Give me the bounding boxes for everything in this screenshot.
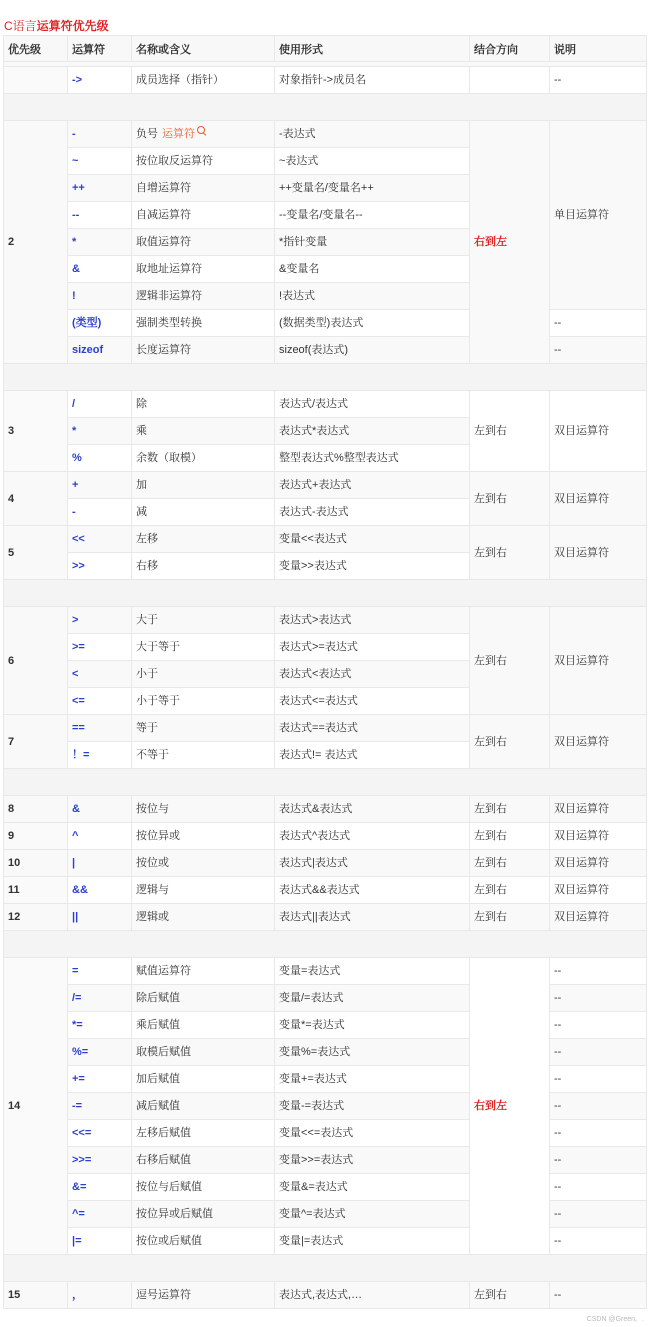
priority-cell: 15 — [4, 1282, 68, 1309]
name-text: 逻辑非运算符 — [136, 290, 202, 302]
name-cell — [132, 553, 275, 580]
table-row — [4, 1174, 647, 1201]
name-text: 自增运算符 — [136, 182, 191, 194]
name-cell — [132, 742, 275, 769]
name-text: 左移 — [136, 533, 158, 545]
usage-cell: ++变量名/变量名++ — [275, 175, 470, 202]
usage-cell: 表达式!= 表达式 — [275, 742, 470, 769]
note-cell: 双目运算符 — [550, 877, 647, 904]
operator-search-link[interactable]: 运算符 — [162, 128, 195, 140]
note-cell: 双目运算符 — [550, 850, 647, 877]
name-cell — [132, 1147, 275, 1174]
priority-cell: 4 — [4, 472, 68, 526]
priority-cell: 6 — [4, 607, 68, 715]
associativity-cell: 左到右 — [470, 1282, 550, 1309]
priority-cell — [4, 67, 68, 94]
name-cell — [132, 1174, 275, 1201]
operator-cell: = — [68, 958, 132, 985]
priority-cell: 2 — [4, 121, 68, 364]
usage-cell: --变量名/变量名-- — [275, 202, 470, 229]
operator-cell: && — [68, 877, 132, 904]
name-text: 不等于 — [136, 749, 169, 761]
usage-cell: *指针变量 — [275, 229, 470, 256]
name-text: 取值运算符 — [136, 236, 191, 248]
header-name: 名称或含义 — [132, 36, 275, 62]
note-cell: 双目运算符 — [550, 904, 647, 931]
operator-cell: |= — [68, 1228, 132, 1255]
name-text: 逗号运算符 — [136, 1289, 191, 1301]
name-text: 减 — [136, 506, 147, 518]
associativity-cell: 左到右 — [470, 850, 550, 877]
associativity-cell: 左到右 — [470, 715, 550, 769]
table-row — [4, 1093, 647, 1120]
table-row — [4, 1012, 647, 1039]
name-text: 加 — [136, 479, 147, 491]
search-icon[interactable] — [197, 126, 205, 134]
usage-cell: &变量名 — [275, 256, 470, 283]
note-cell: 双目运算符 — [550, 526, 647, 580]
usage-cell: 表达式>=表达式 — [275, 634, 470, 661]
associativity-cell: 左到右 — [470, 526, 550, 580]
operator-cell: | — [68, 850, 132, 877]
name-text: 乘后赋值 — [136, 1019, 180, 1031]
priority-cell: 14 — [4, 958, 68, 1255]
usage-cell: sizeof(表达式) — [275, 337, 470, 364]
table-row — [4, 526, 647, 553]
priority-cell: 10 — [4, 850, 68, 877]
table-row — [4, 715, 647, 742]
usage-cell: 表达式&表达式 — [275, 796, 470, 823]
separator-row — [4, 580, 647, 607]
operator-cell: ， — [68, 1282, 132, 1309]
name-text: 加后赋值 — [136, 1073, 180, 1085]
name-cell — [132, 1201, 275, 1228]
note-cell: 双目运算符 — [550, 472, 647, 526]
note-cell: -- — [550, 1039, 647, 1066]
table-row — [4, 877, 647, 904]
page-title — [4, 17, 109, 35]
name-text: 取模后赋值 — [136, 1046, 191, 1058]
associativity-cell: 左到右 — [470, 796, 550, 823]
name-cell — [132, 445, 275, 472]
name-cell — [132, 1012, 275, 1039]
name-cell — [132, 418, 275, 445]
usage-cell: 表达式&&表达式 — [275, 877, 470, 904]
table-row — [4, 1282, 647, 1309]
operator-cell: -- — [68, 202, 132, 229]
separator-row — [4, 931, 647, 958]
note-cell: -- — [550, 1066, 647, 1093]
operator-cell: (类型) — [68, 310, 132, 337]
name-text: 除后赋值 — [136, 992, 180, 1004]
usage-cell: 表达式||表达式 — [275, 904, 470, 931]
table-row — [4, 850, 647, 877]
table-row — [4, 1066, 647, 1093]
priority-cell: 12 — [4, 904, 68, 931]
name-cell — [132, 472, 275, 499]
usage-cell: 变量^=表达式 — [275, 1201, 470, 1228]
note-cell: 双目运算符 — [550, 796, 647, 823]
usage-cell: 表达式>表达式 — [275, 607, 470, 634]
operator-cell: / — [68, 391, 132, 418]
associativity-cell: 左到右 — [470, 823, 550, 850]
name-cell — [132, 850, 275, 877]
name-cell — [132, 1093, 275, 1120]
name-text: 大于 — [136, 614, 158, 626]
name-cell — [132, 688, 275, 715]
usage-cell: 变量|=表达式 — [275, 1228, 470, 1255]
associativity-cell: 左到右 — [470, 904, 550, 931]
separator-row — [4, 769, 647, 796]
operator-cell: *= — [68, 1012, 132, 1039]
table-row — [4, 391, 647, 418]
name-text: 右移后赋值 — [136, 1154, 191, 1166]
name-cell — [132, 148, 275, 175]
name-cell — [132, 985, 275, 1012]
usage-cell: (数据类型)表达式 — [275, 310, 470, 337]
note-cell: -- — [550, 1228, 647, 1255]
operator-cell: * — [68, 418, 132, 445]
usage-cell: ~表达式 — [275, 148, 470, 175]
operator-cell: %= — [68, 1039, 132, 1066]
name-cell — [132, 661, 275, 688]
name-text: 逻辑或 — [136, 911, 169, 923]
name-text: 左移后赋值 — [136, 1127, 191, 1139]
operator-cell: < — [68, 661, 132, 688]
header-operator: 运算符 — [68, 36, 132, 62]
operator-cell: - — [68, 499, 132, 526]
name-text: 按位异或 — [136, 830, 180, 842]
operator-cell: > — [68, 607, 132, 634]
name-text: 长度运算符 — [136, 344, 191, 356]
name-cell — [132, 283, 275, 310]
name-text: 按位与后赋值 — [136, 1181, 202, 1193]
name-cell — [132, 607, 275, 634]
priority-cell: 11 — [4, 877, 68, 904]
name-text: 取地址运算符 — [136, 263, 202, 275]
name-text: 按位或 — [136, 857, 169, 869]
usage-cell: 表达式==表达式 — [275, 715, 470, 742]
usage-cell: 表达式/表达式 — [275, 391, 470, 418]
name-text: 逻辑与 — [136, 884, 169, 896]
note-cell: 单目运算符 — [550, 121, 647, 310]
note-cell: -- — [550, 1147, 647, 1174]
priority-cell: 9 — [4, 823, 68, 850]
table-row — [4, 796, 647, 823]
name-text: 等于 — [136, 722, 158, 734]
separator-cell — [4, 931, 647, 958]
name-text: 强制类型转换 — [136, 317, 202, 329]
name-text: 按位取反运算符 — [136, 155, 213, 167]
table-row — [4, 1228, 647, 1255]
priority-cell: 5 — [4, 526, 68, 580]
table-row — [4, 310, 647, 337]
name-text: 赋值运算符 — [136, 965, 191, 977]
name-cell — [132, 1282, 275, 1309]
separator-row — [4, 364, 647, 391]
usage-cell: 表达式<表达式 — [275, 661, 470, 688]
usage-cell: 变量/=表达式 — [275, 985, 470, 1012]
table-row — [4, 121, 647, 148]
operator-cell: ^ — [68, 823, 132, 850]
name-text: 乘 — [136, 425, 147, 437]
usage-cell: 变量>>=表达式 — [275, 1147, 470, 1174]
title-prefix: C语言 — [4, 19, 37, 33]
operator-cell: /= — [68, 985, 132, 1012]
associativity-cell: 左到右 — [470, 607, 550, 715]
header-associativity: 结合方向 — [470, 36, 550, 62]
operator-cell: << — [68, 526, 132, 553]
associativity-cell: 左到右 — [470, 877, 550, 904]
usage-cell: -表达式 — [275, 121, 470, 148]
name-cell — [132, 229, 275, 256]
note-cell: -- — [550, 310, 647, 337]
name-cell — [132, 823, 275, 850]
operator-cell: * — [68, 229, 132, 256]
name-cell — [132, 526, 275, 553]
associativity-cell: 左到右 — [470, 472, 550, 526]
separator-cell — [4, 94, 647, 121]
operator-cell: >>= — [68, 1147, 132, 1174]
table-row — [4, 1039, 647, 1066]
header-note: 说明 — [550, 36, 647, 62]
name-text: 小于等于 — [136, 695, 180, 707]
usage-cell: 变量+=表达式 — [275, 1066, 470, 1093]
name-cell — [132, 1066, 275, 1093]
note-cell: -- — [550, 1120, 647, 1147]
table-row — [4, 904, 647, 931]
usage-cell: 表达式-表达式 — [275, 499, 470, 526]
operator-cell: ^= — [68, 1201, 132, 1228]
note-cell: -- — [550, 1174, 647, 1201]
associativity-cell — [470, 67, 550, 94]
operator-cell: -> — [68, 67, 132, 94]
operator-cell: ! — [68, 283, 132, 310]
usage-cell: 表达式^表达式 — [275, 823, 470, 850]
separator-cell — [4, 1255, 647, 1282]
usage-cell: 变量&=表达式 — [275, 1174, 470, 1201]
header-priority: 优先级 — [4, 36, 68, 62]
name-text: 小于 — [136, 668, 158, 680]
priority-cell: 3 — [4, 391, 68, 472]
operator-cell: >> — [68, 553, 132, 580]
operator-cell: % — [68, 445, 132, 472]
operator-cell: - — [68, 121, 132, 148]
separator-cell — [4, 580, 647, 607]
usage-cell: 变量<<=表达式 — [275, 1120, 470, 1147]
usage-cell: 变量*=表达式 — [275, 1012, 470, 1039]
name-text: 按位异或后赋值 — [136, 1208, 213, 1220]
usage-cell: !表达式 — [275, 283, 470, 310]
usage-cell: 表达式*表达式 — [275, 418, 470, 445]
name-cell — [132, 337, 275, 364]
name-cell — [132, 1228, 275, 1255]
usage-cell: 表达式|表达式 — [275, 850, 470, 877]
name-cell — [132, 67, 275, 94]
operator-cell: ~ — [68, 148, 132, 175]
name-cell — [132, 202, 275, 229]
name-cell — [132, 499, 275, 526]
associativity-cell: 右到左 — [470, 121, 550, 364]
associativity-cell: 左到右 — [470, 391, 550, 472]
operator-cell: & — [68, 256, 132, 283]
operator-cell: ！= — [68, 742, 132, 769]
associativity-cell: 右到左 — [470, 958, 550, 1255]
separator-row — [4, 1255, 647, 1282]
operator-cell: <<= — [68, 1120, 132, 1147]
name-cell — [132, 877, 275, 904]
title-highlight: 运算符优先级 — [36, 19, 109, 33]
note-cell: -- — [550, 67, 647, 94]
table-header-row — [4, 36, 647, 62]
table-row — [4, 823, 647, 850]
name-cell — [132, 391, 275, 418]
name-text: 自减运算符 — [136, 209, 191, 221]
note-cell: -- — [550, 337, 647, 364]
note-cell: 双目运算符 — [550, 391, 647, 472]
operator-cell: sizeof — [68, 337, 132, 364]
usage-cell: 变量-=表达式 — [275, 1093, 470, 1120]
separator-cell — [4, 364, 647, 391]
note-cell: 双目运算符 — [550, 607, 647, 715]
table-row — [4, 337, 647, 364]
operator-cell: == — [68, 715, 132, 742]
usage-cell: 对象指针->成员名 — [275, 67, 470, 94]
watermark: CSDN @Green。. — [586, 1316, 644, 1323]
name-cell — [132, 121, 275, 148]
name-cell — [132, 634, 275, 661]
usage-cell: 整型表达式%整型表达式 — [275, 445, 470, 472]
table-row — [4, 1201, 647, 1228]
usage-cell: 变量>>表达式 — [275, 553, 470, 580]
table-row — [4, 472, 647, 499]
operator-cell: <= — [68, 688, 132, 715]
operator-cell: + — [68, 472, 132, 499]
table-row — [4, 1120, 647, 1147]
priority-cell: 8 — [4, 796, 68, 823]
note-cell: -- — [550, 985, 647, 1012]
note-cell: -- — [550, 1012, 647, 1039]
table-row — [4, 67, 647, 94]
name-cell — [132, 310, 275, 337]
name-cell — [132, 715, 275, 742]
operator-cell: >= — [68, 634, 132, 661]
table-row — [4, 958, 647, 985]
usage-cell: 变量<<表达式 — [275, 526, 470, 553]
table-row — [4, 985, 647, 1012]
operator-cell: || — [68, 904, 132, 931]
note-cell: 双目运算符 — [550, 715, 647, 769]
header-usage: 使用形式 — [275, 36, 470, 62]
usage-cell: 变量=表达式 — [275, 958, 470, 985]
name-text: 成员选择（指针） — [136, 74, 224, 86]
name-cell — [132, 1039, 275, 1066]
separator-cell — [4, 769, 647, 796]
name-text: 大于等于 — [136, 641, 180, 653]
table-body — [4, 62, 647, 1309]
usage-cell: 表达式+表达式 — [275, 472, 470, 499]
name-text: 按位或后赋值 — [136, 1235, 202, 1247]
operator-cell: &= — [68, 1174, 132, 1201]
name-text: 按位与 — [136, 803, 169, 815]
operator-cell: & — [68, 796, 132, 823]
note-cell: 双目运算符 — [550, 823, 647, 850]
operator-cell: -= — [68, 1093, 132, 1120]
note-cell: -- — [550, 1093, 647, 1120]
operator-cell: += — [68, 1066, 132, 1093]
name-text: 右移 — [136, 560, 158, 572]
name-cell — [132, 904, 275, 931]
operator-precedence-table — [3, 35, 647, 1309]
operator-cell: ++ — [68, 175, 132, 202]
priority-cell: 7 — [4, 715, 68, 769]
name-cell — [132, 175, 275, 202]
table-row — [4, 1147, 647, 1174]
usage-cell: 表达式<=表达式 — [275, 688, 470, 715]
note-cell: -- — [550, 958, 647, 985]
name-text: 除 — [136, 398, 147, 410]
name-text: 减后赋值 — [136, 1100, 180, 1112]
note-cell: -- — [550, 1201, 647, 1228]
name-cell — [132, 256, 275, 283]
note-cell: -- — [550, 1282, 647, 1309]
name-text: 负号 — [136, 128, 158, 140]
usage-cell: 表达式,表达式,… — [275, 1282, 470, 1309]
name-text: 余数（取模） — [136, 452, 202, 464]
table-row — [4, 607, 647, 634]
separator-row — [4, 94, 647, 121]
usage-cell: 变量%=表达式 — [275, 1039, 470, 1066]
name-cell — [132, 796, 275, 823]
name-cell — [132, 1120, 275, 1147]
name-cell — [132, 958, 275, 985]
